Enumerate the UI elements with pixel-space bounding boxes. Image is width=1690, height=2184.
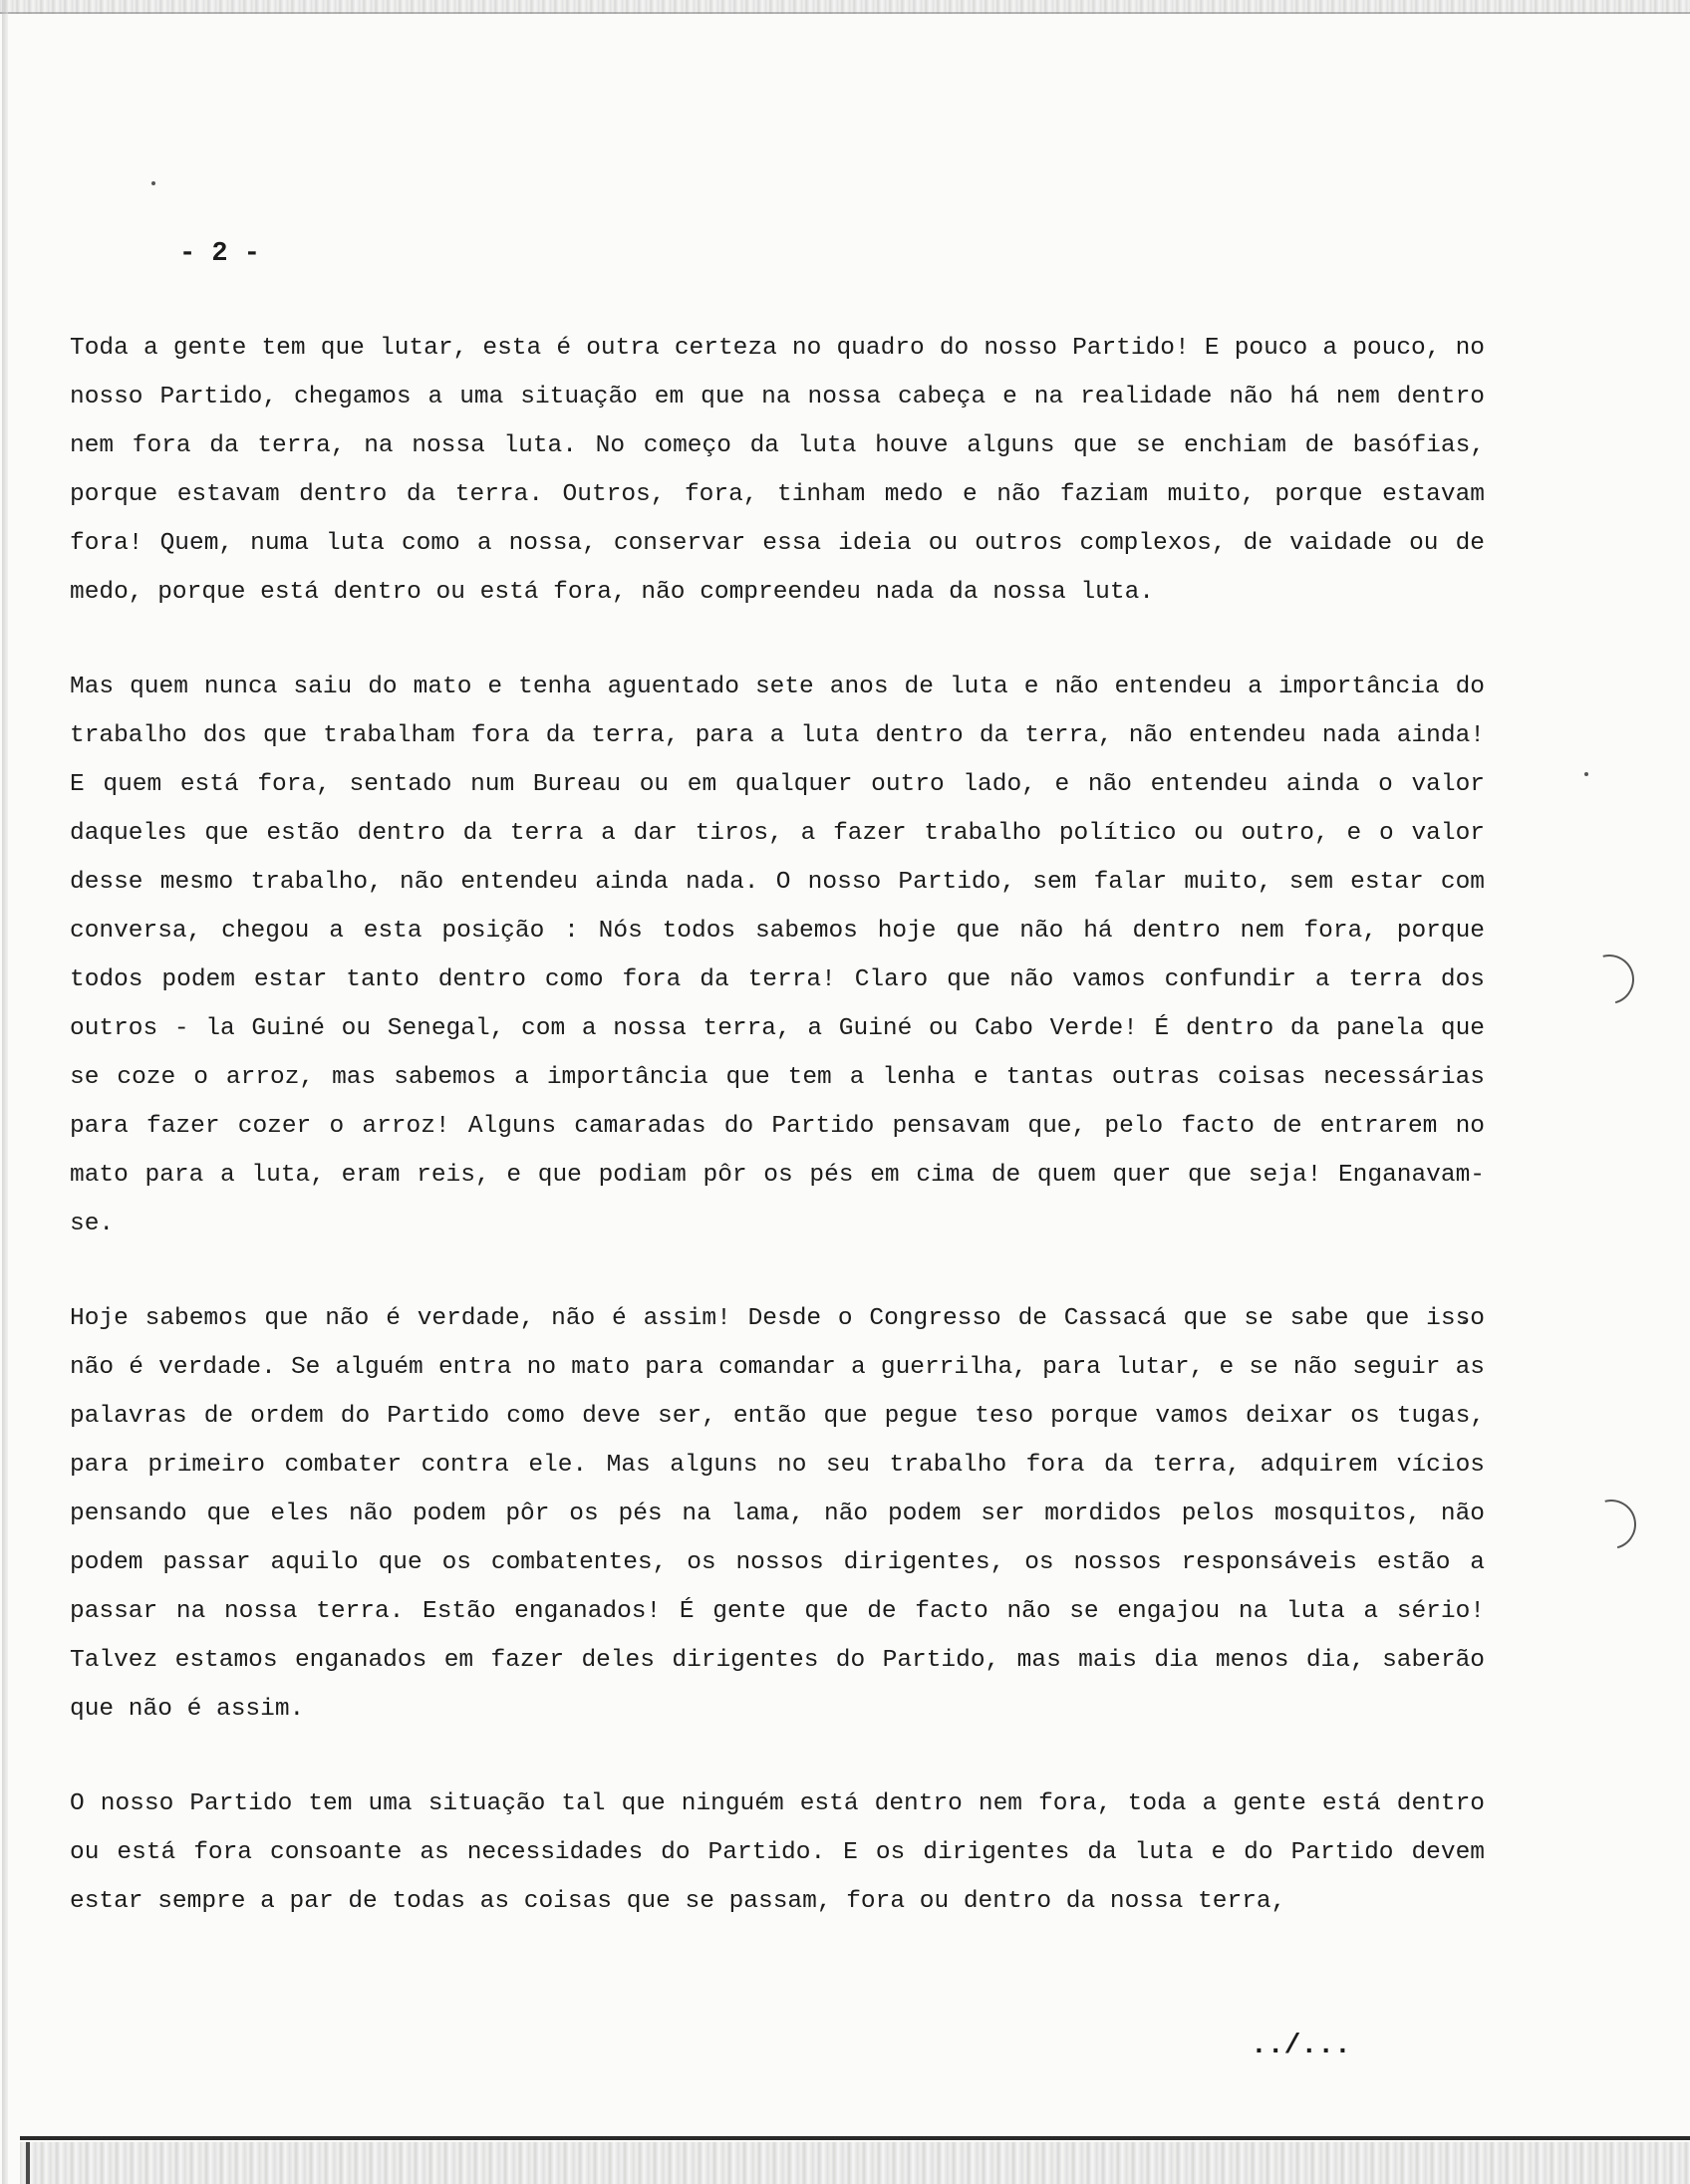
stray-mark [1584, 772, 1588, 776]
page-number: - 2 - [179, 239, 261, 269]
scan-left-edge [2, 0, 8, 2184]
document-body [70, 324, 1485, 1926]
punch-hole-mark [1575, 946, 1643, 1013]
stray-mark [151, 181, 155, 185]
paragraph: Mas quem nunca saiu do mato e tenha aguentado sete anos de luta e não entendeu a importância do trabalho dos que trabalham fora da terra, para a luta dentro da terra, não entendeu nada ainda! E quem está fora, sentado num Bureau ou em qualquer outro lado, e não entendeu ainda o valor daqueles que estão dentro da terra a dar tiros, a fazer trabalho político ou outro, e o valor desse mesmo trabalho, não entendeu ainda nada. O nosso Partido, sem falar muito, sem estar com conversa, chegou a esta posição : Nós todos sabemos hoje que não há dentro nem fora, porque todos podem estar tanto dentro como fora da terra! Claro que não vamos confundir a terra dos outros - la Guiné ou Senegal, com a nossa terra, a Guiné ou Cabo Verde! É dentro da panela que se coze o arroz, mas sabemos a importância que tem a lenha e tantas outras coisas necessárias para fazer cozer o arroz! Alguns camaradas do Partido pensavam que, pelo facto de entrarem no mato para a luta, eram reis, e que podiam pôr os pés em cima de quem quer que seja! Enganavam-se. [70, 674, 1485, 1237]
scan-bottom-left-mark [26, 2142, 30, 2184]
paragraph: Hoje sabemos que não é verdade, não é assim! Desde o Congresso de Cassacá que se sabe que isso não é verdade. Se alguém entra no mato para comandar a guerrilha, para lutar, e se não seguir as palavras de ordem do Partido como deve ser, então que pegue teso porque vamos deixar os tugas, para primeiro combater contra ele. Mas alguns no seu trabalho fora da terra, adquirem vícios pensando que eles não podem pôr os pés na lama, não podem ser mordidos pelos mosquitos, não podem passar aquilo que os combatentes, os nossos dirigentes, os nossos responsáveis estão a passar na nossa terra. Estão enganados! É gente que de facto não se engajou na luta a sério! Talvez estamos enganados em fazer deles dirigentes do Partido, mas mais dia menos dia, saberão que não é assim. [70, 1305, 1485, 1723]
continuation-mark: ../... [1251, 2031, 1351, 2061]
scan-bottom-rule [20, 2136, 1690, 2140]
paragraph: Toda a gente tem que lutar, esta é outra certeza no quadro do nosso Partido! E pouco a pouco, no nosso Partido, chegamos a uma situação em que na nossa cabeça e na realidade não há nem dentro nem fora da terra, na nossa luta. No começo da luta houve alguns que se enchiam de basófias, porque estavam dentro da terra. Outros, fora, tinham medo e não faziam muito, porque estavam fora! Quem, numa luta como a nossa, conservar essa ideia ou outros complexos, de vaidade ou de medo, porque está dentro ou está fora, não compreendeu nada da nossa luta. [70, 335, 1485, 606]
scan-top-line [0, 12, 1690, 14]
paragraph: O nosso Partido tem uma situação tal que ninguém está dentro nem fora, toda a gente está dentro ou está fora consoante as necessidades do Partido. E os dirigentes da luta e do Partido devem estar sempre a par de todas as coisas que se passam, fora ou dentro da nossa terra, [70, 1790, 1485, 1915]
scan-bottom-band [20, 2142, 1690, 2184]
punch-hole-mark [1577, 1491, 1645, 1558]
